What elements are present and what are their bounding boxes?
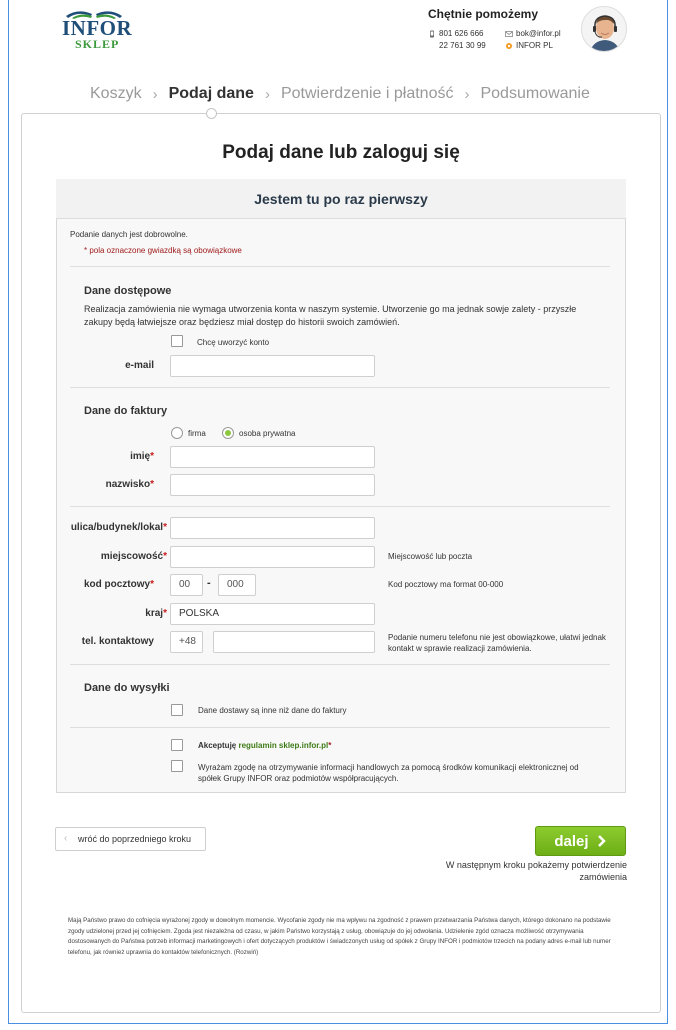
help-title: Chętnie pomożemy: [428, 7, 539, 21]
shipping-section-title: Dane do wysyłki: [84, 682, 170, 694]
checkout-steps: [90, 85, 590, 103]
next-step-note: W następnym kroku pokażemy potwierdzenie zamówienia: [445, 860, 627, 882]
consultant-avatar: [581, 6, 627, 52]
city-hint: Miejscowość lub poczta: [388, 552, 473, 561]
back-button[interactable]: [55, 827, 206, 851]
city-label: [60, 551, 167, 562]
next-button-label: dalej: [554, 833, 589, 850]
chevron-left-icon: ‹: [64, 833, 68, 844]
radio-company-label: firma: [188, 429, 206, 438]
email-contact[interactable]: [505, 29, 561, 38]
radio-private-label: osoba prywatna: [239, 429, 296, 438]
last-name-label-text: nazwisko: [105, 479, 151, 490]
required-star: *: [150, 579, 154, 590]
first-name-label: [60, 451, 154, 462]
voluntary-note: Podanie danych jest dobrowolne.: [70, 230, 188, 239]
phone-icon: [428, 30, 436, 38]
required-star: *: [163, 608, 167, 619]
postal-label-text: kod pocztowy: [83, 579, 151, 590]
gear-icon: [505, 42, 513, 50]
step-summary: Podsumowanie: [480, 85, 590, 102]
form-heading: Jestem tu po raz pierwszy: [56, 179, 626, 219]
postal-code-part1[interactable]: 00: [170, 574, 203, 596]
required-star: *: [163, 551, 167, 562]
required-star: *: [150, 479, 154, 490]
access-section-title: Dane dostępowe: [84, 285, 172, 297]
divider: [70, 387, 610, 388]
postal-dash: -: [207, 577, 211, 589]
required-note: * pola oznaczone gwiazdką są obowiązkowe: [84, 246, 242, 255]
phone-field[interactable]: [213, 631, 375, 653]
chevron-right-icon: ›: [264, 85, 270, 103]
create-account-checkbox[interactable]: [171, 335, 183, 347]
access-info: Realizacja zamówienia nie wymaga utworzenia konta w naszym systemie. Utworzenie go ma jednak sowje zalety - przyszłe zakupy będą łatwiejsze oraz będziesz miał dostęp do historii swoich zamówień.: [84, 304, 577, 327]
email-text: bok@infor.pl: [516, 29, 561, 38]
phone-1[interactable]: [428, 29, 484, 38]
city-label-text: miejscowość: [100, 551, 164, 562]
accept-terms-label: [198, 741, 331, 750]
divider: [70, 266, 610, 267]
city-field[interactable]: [170, 546, 375, 568]
invoice-section-title: Dane do faktury: [84, 405, 168, 417]
page-title: Podaj dane lub zaloguj się: [222, 142, 460, 163]
street-field[interactable]: [170, 517, 375, 539]
last-name-label: [60, 479, 154, 490]
step-indicator: [206, 108, 217, 119]
create-account-label: Chcę uworzyć konto: [197, 338, 270, 347]
next-button[interactable]: [535, 826, 626, 856]
phone-2[interactable]: [439, 41, 486, 50]
first-name-field[interactable]: [170, 446, 375, 468]
terms-link[interactable]: regulamin sklep.infor.pl: [238, 741, 329, 750]
logo-text: INFOR: [62, 16, 133, 40]
different-shipping-label: Dane dostawy są inne niż dane do faktury: [198, 706, 347, 715]
divider: [70, 727, 610, 728]
required-star: *: [328, 741, 332, 750]
email-field[interactable]: [170, 355, 375, 377]
different-shipping-checkbox[interactable]: [171, 704, 183, 716]
chevron-right-icon: [597, 835, 607, 847]
consultant-photo: [582, 7, 627, 52]
phone-hint: Podanie numeru telefonu nie jest obowiązkowe, ułatwi jednak kontakt w sprawie realizacji zamówienia.: [388, 633, 606, 653]
accept-terms-checkbox[interactable]: [171, 739, 183, 751]
country-field[interactable]: POLSKA: [170, 603, 375, 625]
country-label-text: kraj: [145, 608, 164, 619]
step-cart[interactable]: Koszyk: [90, 85, 142, 102]
last-name-field[interactable]: [170, 474, 375, 496]
back-button-label: wróć do poprzedniego kroku: [78, 834, 192, 844]
phone-1-text: 801 626 666: [439, 29, 484, 38]
street-label-text: ulica/budynek/lokal: [70, 522, 164, 533]
required-star: *: [163, 522, 167, 533]
phone-label: tel. kontaktowy: [81, 636, 154, 647]
marketing-consent-checkbox[interactable]: [171, 760, 183, 772]
company-text: INFOR PL: [516, 41, 553, 50]
first-name-label-text: imię: [130, 451, 151, 462]
step-details: Podaj dane: [168, 85, 254, 102]
country-label: [60, 608, 167, 619]
phone-2-text: 22 761 30 99: [439, 41, 486, 50]
logo-subtext: SKLEP: [75, 37, 120, 51]
consent-footer-text: Mają Państwo prawo do cofnięcia wyrażonej zgody w dowolnym momencie. Wycofanie zgody nie ma wpływu na zgodność z prawem przetwarzania Państwa danych, którego dokonano na podstawie zgody udzielonej przed jej cofnięciem. Zgoda jest niezależna od czasu, w jakim Państwo korzystają z usług, obowiązuje do jej odwołania. Udzielenie zgód oznacza możliwość otrzymywania dostosowanych do Państwa potrzeb informacji marketingowych i ofert dotyczących produktów i świadczonych usług od spółek z Grupy INFOR i podmiotów trzecich na podany adres e-mail lub numer telefonu, jak również uprawnia do kontaktów telefonicznych. (Rozwiń): [68, 917, 611, 956]
infor-logo[interactable]: [58, 6, 133, 51]
chevron-right-icon: ›: [152, 85, 158, 103]
postal-code-part2[interactable]: 000: [218, 574, 256, 596]
envelope-icon: [505, 30, 513, 38]
accept-terms-prefix: Akceptuję: [198, 741, 239, 750]
chevron-right-icon: ›: [464, 85, 470, 103]
divider: [70, 664, 610, 665]
step-confirmation: Potwierdzenie i płatność: [280, 85, 454, 102]
radio-private[interactable]: [222, 427, 234, 439]
postal-label: [60, 579, 154, 590]
radio-company[interactable]: [171, 427, 183, 439]
company-contact[interactable]: [505, 41, 553, 50]
street-label: [40, 522, 167, 533]
required-star: *: [150, 451, 154, 462]
divider: [70, 506, 610, 507]
phone-prefix-field[interactable]: +48: [170, 631, 203, 653]
email-label: e-mail: [125, 360, 154, 371]
marketing-consent-label: Wyrażam zgodę na otrzymywanie informacji handlowych za pomocą środków komunikacji elektronicznej od spółek Grupy INFOR oraz podmiotów współpracujących.: [198, 763, 579, 783]
postal-hint: Kod pocztowy ma format 00-000: [388, 580, 504, 589]
